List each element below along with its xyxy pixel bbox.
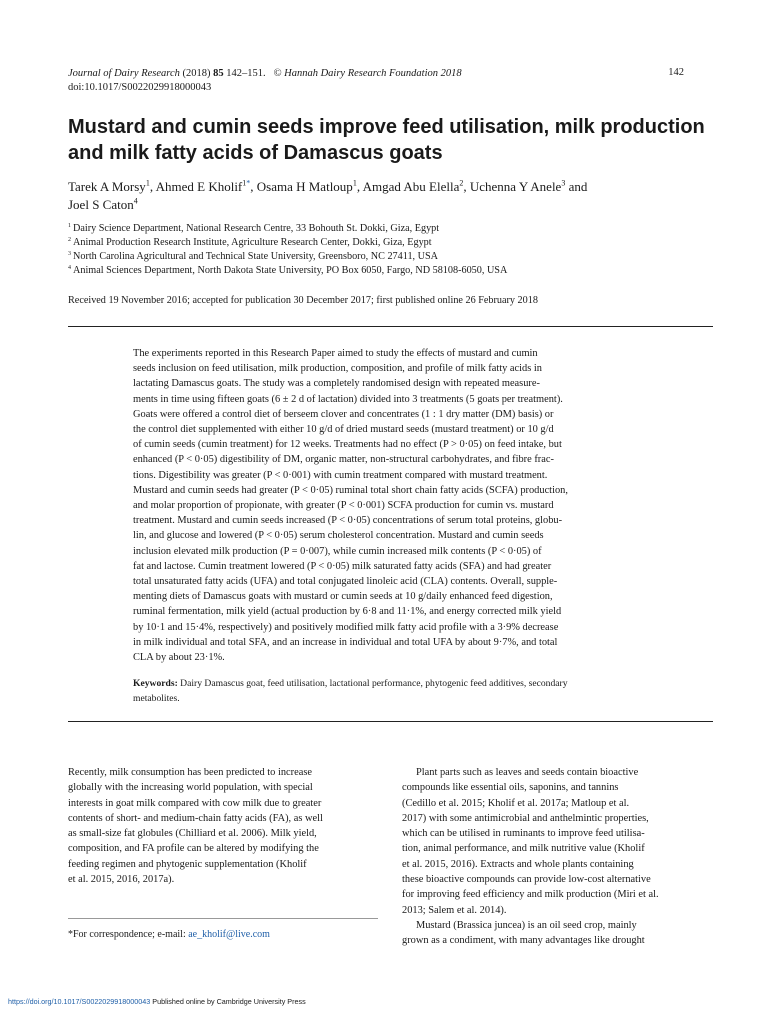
abstract-line: by 10·1 and 15·4%, respectively) and positively modified milk fatty acid profile with a 3·9% decrease	[133, 621, 559, 633]
journal-pages: 142–151.	[226, 68, 266, 79]
divider	[68, 326, 713, 327]
author-sup: 1*	[242, 178, 251, 188]
abstract-line: ruminal fermentation, milk yield (actual production by 6·8 and 11·1%, and energy corrected milk yield	[133, 606, 562, 618]
page-footer	[8, 997, 306, 1007]
abstract-line: the control diet supplemented with either 10 g/d of dried mustard seeds (mustard treatment) or 10 g/d	[133, 424, 554, 436]
body-line: Mustard (Brassica juncea) is an oil seed crop, mainly	[416, 919, 637, 931]
article-doi: doi:10.1017/S0022029918000043	[68, 82, 212, 93]
body-line: et al. 2015, 2016). Extracts and whole plants containing	[402, 858, 634, 870]
author-sup: 4	[133, 196, 138, 206]
footnote-divider	[68, 918, 378, 919]
author-sup: 1	[145, 178, 150, 188]
keywords-text: metabolites.	[133, 693, 180, 704]
abstract-line: seeds inclusion on feed utilisation, milk production, composition, and profile of milk fatty acids in	[133, 363, 542, 375]
body-line: contents of short- and medium-chain fatty acids (FA), as well	[68, 812, 323, 824]
body-line: composition, and FA profile can be altered by modifying the	[68, 843, 319, 855]
abstract	[133, 346, 650, 665]
author: Osama H Matloup	[256, 179, 353, 194]
abstract-line: total unsaturated fatty acids (UFA) and total conjugated linoleic acid (CLA) contents. Overall, supple-	[133, 576, 558, 588]
abstract-line: tions. Digestibility was greater (P < 0·001) with cumin treatment compared with mustard treatment.	[133, 469, 548, 481]
author-sup: 2	[459, 178, 464, 188]
abstract-line: Mustard and cumin seeds had greater (P < 0·05) ruminal total short chain fatty acids (SCFA) production,	[133, 484, 568, 496]
abstract-line: inclusion elevated milk production (P = 0·007), while cumin increased milk contents (P < 0·05) of	[133, 545, 542, 557]
author: Amgad Abu Elella	[362, 179, 460, 194]
title-line-1: Mustard and cumin seeds improve feed utilisation, milk production	[68, 116, 705, 138]
correspondence-link[interactable]: *	[246, 178, 251, 188]
body-line: for improving feed efficiency and milk production (Miri et al.	[402, 889, 659, 901]
body-line: which can be utilised in ruminants to improve feed utilisa-	[402, 828, 645, 840]
abstract-line: fat and lactose. Cumin treatment lowered (P < 0·05) milk saturated fatty acids (SFA) and had greater	[133, 560, 552, 572]
body-line: 2017) with some antimicrobial and anthelmintic properties,	[402, 812, 649, 824]
body-right-column	[402, 765, 714, 949]
body-line: Recently, milk consumption has been predicted to increase	[68, 767, 313, 778]
journal-year: (2018)	[182, 68, 211, 79]
keywords-label: Keywords:	[133, 678, 178, 689]
author: Joel S Caton	[68, 197, 134, 212]
article-title	[68, 114, 728, 166]
affiliation: $^3$ North Carolina Agricultural and Technical State University, Greensboro, NC 27411, USA	[68, 250, 439, 262]
abstract-line: enhanced (P < 0·05) digestibility of DM, organic matter, non-structural carbohydrates, and fibre frac-	[133, 454, 554, 466]
email-link[interactable]: ae_kholif@live.com	[188, 929, 270, 940]
keywords	[133, 676, 650, 706]
abstract-line: of cumin seeds (cumin treatment) for 12 weeks. Treatments had no effect (P > 0·05) on feed intake, but	[133, 439, 562, 451]
author-sup: 1	[352, 178, 357, 188]
body-line: 2013; Salem et al. 2014).	[402, 904, 507, 916]
abstract-line: treatment. Mustard and cumin seeds increased (P < 0·05) concentrations of serum total proteins, globu-	[133, 515, 563, 527]
doi-link[interactable]: https://doi.org/10.1017/S0022029918000043	[8, 997, 151, 1006]
author: Uchenna Y Anele	[469, 179, 562, 194]
divider	[68, 721, 713, 722]
body-line: these bioactive compounds can provide low-cost alternative	[402, 874, 651, 886]
body-line: grown as a condiment, with many advantages like drought	[402, 935, 645, 947]
abstract-line: lin, and glucose and lowered (P < 0·05) serum cholesterol concentration. Mustard and cumin seeds	[133, 530, 544, 542]
affiliation: $^4$ Animal Sciences Department, North Dakota State University, PO Box 6050, Fargo, ND 58108-6050, USA	[68, 264, 508, 276]
abstract-line: lactating Damascus goats. The study was a completely randomised design with repeated measure-	[133, 378, 540, 390]
journal-header	[68, 67, 462, 81]
title-line-2: and milk fatty acids of Damascus goats	[68, 142, 443, 164]
copyright: © Hannah Dairy Research Foundation 2018	[273, 68, 462, 79]
author-conjunction: and	[568, 179, 588, 194]
journal-name: Journal of Dairy Research	[68, 68, 180, 79]
affiliation: $^1$ Dairy Science Department, National Research Centre, 33 Bohouth St. Dokki, Giza, Egypt	[68, 222, 440, 234]
keywords-text: Dairy Damascus goat, feed utilisation, lactational performance, phytogenic feed additives, secondary	[180, 678, 568, 689]
abstract-line: menting diets of Damascus goats with mustard or cumin seeds at 10 g/daily enhanced feed digestion,	[133, 591, 553, 603]
author: Ahmed E Kholif	[155, 179, 243, 194]
publisher-note: Published online by Cambridge University Press	[150, 997, 306, 1006]
abstract-line: Goats were offered a control diet of berseem clover and concentrates (1 : 1 dry matter (DM) basis) or	[133, 408, 554, 420]
body-left-column	[68, 765, 380, 887]
abstract-line: ments in time using fifteen goats (6 ± 2 d of lactation) divided into 3 treatments (5 goats per treatment).	[133, 393, 563, 405]
body-line: interests in goat milk compared with cow milk due to greater	[68, 797, 322, 809]
received-dates: Received 19 November 2016; accepted for publication 30 December 2017; first published online 26 February 2018	[68, 295, 538, 306]
body-line: feeding regimen and phytogenic supplementation (Kholif	[68, 858, 307, 870]
abstract-line: CLA by about 23·1%.	[133, 652, 225, 664]
body-line: et al. 2015, 2016, 2017a).	[68, 874, 175, 886]
body-line: (Cedillo et al. 2015; Kholif et al. 2017a; Matloup et al.	[402, 797, 630, 809]
page-number: 142	[668, 67, 684, 78]
journal-volume: 85	[213, 68, 224, 79]
body-line: as small-size fat globules (Chilliard et al. 2006). Milk yield,	[68, 828, 317, 840]
author: Tarek A Morsy	[68, 179, 146, 194]
footnote-text: *For correspondence; e-mail:	[68, 929, 189, 940]
body-line: tion, animal performance, and milk nutritive value (Kholif	[402, 843, 645, 855]
body-line: globally with the increasing world population, with special	[68, 782, 313, 794]
author-sup: 3	[561, 178, 566, 188]
abstract-line: The experiments reported in this Research Paper aimed to study the effects of mustard and cumin	[133, 348, 538, 359]
footnote	[68, 928, 270, 942]
body-line: compounds like essential oils, saponins, and tannins	[402, 782, 619, 794]
affiliation: $^2$ Animal Production Research Institute, Agriculture Research Center, Dokki, Giza, Egypt	[68, 236, 432, 248]
abstract-line: in milk individual and total SFA, and an increase in individual and total UFA by about 9·7%, and total	[133, 636, 558, 648]
author-list: Tarek A Morsy$^1$, Ahmed E Kholif$^{1*}$, Osama H Matloup$^1$, Amgad Abu Elella$^2$, Uchenna Y Anele$^3$ and Joel S Caton$^4$	[68, 178, 588, 212]
body-line: Plant parts such as leaves and seeds contain bioactive	[416, 767, 639, 778]
abstract-line: and molar proportion of propionate, with greater (P < 0·001) SCFA production for cumin vs. mustard	[133, 500, 554, 512]
